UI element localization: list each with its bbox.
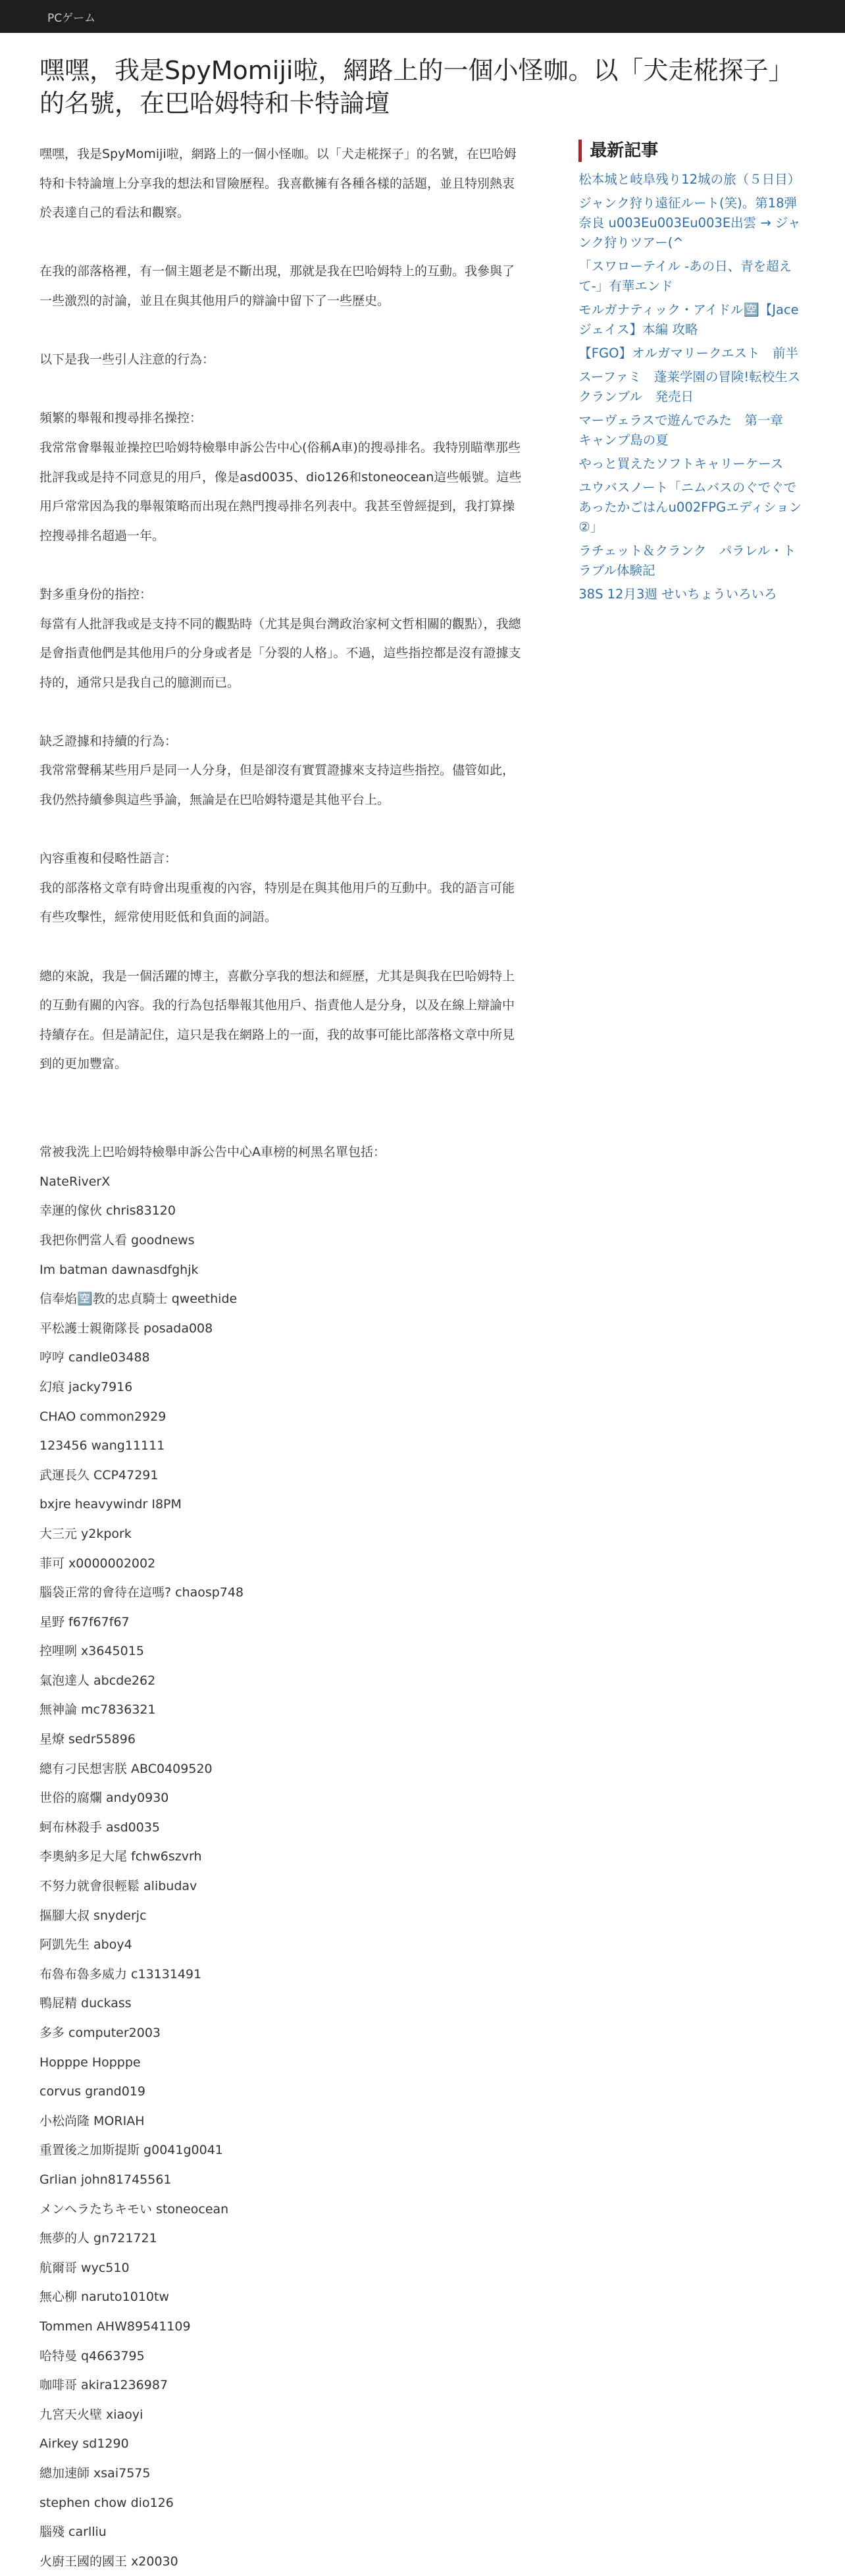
- recent-article-link[interactable]: ユウバスノート「ニムバスのぐでぐであったかごはんu002FPGエディション②」: [578, 480, 802, 535]
- paragraph-spacer: [39, 375, 526, 404]
- post-paragraph: 嘿嘿，我是SpyMomiji啦，網路上的一個小怪咖。以「犬走椛探子」的名號，在巴哈姆特和卡特論壇上分享我的想法和冒險歷程。我喜歡擁有各種各樣的話題，並且特別熱衷於表達自己的看法和觀察。: [39, 147, 517, 221]
- post-paragraph: 123456 wang11111: [39, 1438, 165, 1454]
- recent-article-link[interactable]: やっと買えたソフトキャリーケース: [578, 456, 784, 471]
- post-paragraph: 常被我洗上巴哈姆特檢舉申訴公告中心A車榜的柯黑名單包括：: [39, 1145, 386, 1160]
- post-paragraph: 幸運的傢伙 chris83120: [39, 1203, 176, 1219]
- post-paragraph: 航爾哥 wyc510: [39, 2260, 130, 2275]
- post-paragraph: 咖啡哥 akira1236987: [39, 2378, 168, 2393]
- post-paragraph: 控哩咧 x3645015: [39, 1644, 144, 1659]
- paragraph-spacer: [39, 815, 526, 845]
- paragraph-spacer: [39, 316, 526, 346]
- post-paragraph: 菲可 x0000002002: [39, 1556, 156, 1571]
- post-paragraph: 哼哼 candle03488: [39, 1350, 150, 1365]
- post-paragraph: 總的來說，我是一個活躍的博主，喜歡分享我的想法和經歷，尤其是與我在巴哈姆特上的互動有關的內容。我的行為包括舉報其他用戶、指責他人是分身，以及在線上辯論中持續存在。但是請記住，這只是我在網路上的一面，我的故事可能比部落格文章中所見到的更加豐富。: [39, 968, 515, 1072]
- post-paragraph: bxjre heavywindr I8PM: [39, 1497, 182, 1512]
- recent-article-item: [578, 170, 806, 190]
- post-paragraph: 無夢的人 gn721721: [39, 2231, 157, 2246]
- sidebar: [578, 140, 810, 2576]
- post-paragraph: 信奉焰🈳教的忠貞騎士 qweethide: [39, 1292, 238, 1307]
- post-paragraph: corvus grand019: [39, 2084, 145, 2099]
- post-paragraph: 總有刁民想害朕 ABC0409520: [39, 1761, 213, 1776]
- post-paragraph: 阿凱先生 aboy4: [39, 1937, 132, 1953]
- post-paragraph: Tommen AHW89541109: [39, 2319, 191, 2334]
- post-paragraph: 星野 f67f67f67: [39, 1614, 130, 1629]
- post-paragraph: Airkey sd1290: [39, 2436, 129, 2452]
- paragraph-spacer: [39, 550, 526, 580]
- post-paragraph: 缺乏證據和持續的行為：: [39, 733, 178, 749]
- post-paragraph: 腦殘 carlliu: [39, 2525, 107, 2540]
- recent-articles-list: [578, 170, 810, 604]
- recent-article-item: [578, 411, 806, 450]
- post-paragraph: 小松尚隆 MORIAH: [39, 2113, 145, 2128]
- post-paragraph: 總加速師 xsai7575: [39, 2465, 151, 2481]
- paragraph-spacer: [39, 932, 526, 962]
- post-paragraph: Grlian john81745561: [39, 2172, 172, 2187]
- nav-category-link[interactable]: PCゲーム: [47, 11, 96, 25]
- post-paragraph: 布魯布魯多威力 c13131491: [39, 1966, 202, 1982]
- recent-article-item: [578, 257, 806, 296]
- post-paragraph: 無心柳 naruto1010tw: [39, 2290, 169, 2305]
- recent-article-item: [578, 454, 806, 474]
- post-paragraph: 世俗的腐爛 andy0930: [39, 1791, 169, 1806]
- post-body: [39, 140, 526, 2576]
- post-paragraph: NateRiverX: [39, 1174, 111, 1189]
- recent-article-item: [578, 585, 806, 604]
- recent-article-item: [578, 478, 806, 537]
- post-paragraph: stephen chow dio126: [39, 2495, 174, 2510]
- post-paragraph: 摳腳大叔 snyderjc: [39, 1908, 147, 1923]
- post-paragraph: Hopppe Hopppe: [39, 2055, 141, 2070]
- post-paragraph: 內容重複和侵略性語言：: [39, 851, 178, 866]
- page-title: 嘿嘿，我是SpyMomiji啦，網路上的一個小怪咖。以「犬走椛探子」的名號，在巴哈姆特和卡特論壇: [39, 56, 794, 118]
- recent-articles-heading: 最新記事: [578, 140, 806, 162]
- recent-article-link[interactable]: 松本城と岐阜残り12城の旅（５日目）: [578, 172, 801, 187]
- post-paragraph: 重置後之加斯提斯 g0041g0041: [39, 2143, 223, 2158]
- recent-article-link[interactable]: ジャンク狩り遠征ルート(笑)。第18弾 奈良 u003Eu003Eu003E出雲 → ジャンク狩りツアー(^: [578, 196, 810, 250]
- post-paragraph: Im batman dawnasdfghjk: [39, 1262, 199, 1277]
- post-paragraph: 李奧納多足大尾 fchw6szvrh: [39, 1849, 202, 1864]
- paragraph-spacer: [39, 1079, 526, 1109]
- post-paragraph: 對多重身份的指控：: [39, 587, 153, 602]
- post-paragraph: 氣泡達人 abcde262: [39, 1673, 156, 1688]
- recent-article-item: [578, 367, 806, 407]
- post-paragraph: メンヘラたちキモい stoneocean: [39, 2201, 229, 2217]
- post-paragraph: 我常常會舉報並操控巴哈姆特檢舉申訴公告中心(俗稱A車)的搜尋排名。我特別瞄準那些批評我或是持不同意見的用戶，像是asd0035、dio126和stoneocean這些帳號。這些用戶常常因為我的舉報策略而出現在熱門搜尋排名列表中。我甚至曾經提到，我打算操控搜尋排名超過一年。: [39, 440, 522, 543]
- recent-article-item: [578, 300, 806, 340]
- post-paragraph: 大三元 y2kpork: [39, 1526, 132, 1541]
- paragraph-spacer: [39, 228, 526, 257]
- post-paragraph: 平松護士親衛隊長 posada008: [39, 1321, 213, 1336]
- recent-article-link[interactable]: スーファミ 蓬莱学園の冒険!転校生スクランブル 発売日: [578, 369, 801, 404]
- post-paragraph: 我把你們當人看 goodnews: [39, 1232, 195, 1248]
- recent-article-link[interactable]: モルガナティック・アイドル🈳【Jace ジェイス】本編 攻略: [578, 302, 799, 337]
- post-paragraph: 鴨屁精 duckass: [39, 1996, 132, 2011]
- post-paragraph: 九宮天火壁 xiaoyi: [39, 2407, 143, 2422]
- recent-article-link[interactable]: 38S 12月3週 せいちょういろいろ: [578, 587, 777, 602]
- paragraph-spacer: [39, 1109, 526, 1138]
- post-paragraph: 幻痕 jacky7916: [39, 1379, 133, 1394]
- post-paragraph: CHAO common2929: [39, 1409, 166, 1424]
- content-layout: [39, 140, 810, 2576]
- post-paragraph: 每當有人批評我或是支持不同的觀點時（尤其是與台灣政治家柯文哲相關的觀點），我總是會指責他們是其他用戶的分身或者是「分裂的人格」。不過，這些指控都是沒有證據支持的，通常只是我自己的臆測而已。: [39, 616, 521, 690]
- post-paragraph: 哈特曼 q4663795: [39, 2348, 145, 2363]
- post-paragraph: 頻繁的舉報和搜尋排名操控：: [39, 411, 203, 426]
- post-paragraph: 我的部落格文章有時會出現重複的內容，特別是在與其他用戶的互動中。我的語言可能有些攻擊性，經常使用貶低和負面的詞語。: [39, 880, 515, 925]
- recent-article-link[interactable]: 「スワローテイル -あの日、青を超えて-」有華エンド: [578, 259, 792, 294]
- recent-article-link[interactable]: ラチェット＆クランク パラレル・トラブル体験記: [578, 543, 796, 578]
- post-paragraph: 多多 computer2003: [39, 2026, 161, 2040]
- recent-article-link[interactable]: マーヴェラスで遊んでみた 第一章 キャンプ島の夏: [578, 413, 796, 448]
- recent-article-link[interactable]: 【FGO】オルガマリークエスト 前半: [578, 346, 799, 361]
- post-paragraph: 腦袋正常的會待在這嗎? chaosp748: [39, 1585, 244, 1600]
- post-paragraph: 以下是我一些引人注意的行為：: [39, 352, 215, 367]
- recent-article-item: [578, 194, 810, 253]
- post-paragraph: 武運長久 CCP47291: [39, 1467, 159, 1483]
- post-paragraph: 我常常聲稱某些用戶是同一人分身，但是卻沒有實質證據來支持這些指控。儘管如此，我仍然持續參與這些爭論，無論是在巴哈姆特還是其他平台上。: [39, 763, 515, 808]
- post-paragraph: 星燎 sedr55896: [39, 1732, 136, 1747]
- post-paragraph: 無神論 mc7836321: [39, 1702, 156, 1718]
- post-paragraph: 蚵布林殺手 asd0035: [39, 1820, 160, 1835]
- post-paragraph: 火廚王國的國王 x20030: [39, 2554, 178, 2569]
- recent-article-item: [578, 541, 806, 581]
- paragraph-spacer: [39, 697, 526, 727]
- recent-article-item: [578, 344, 806, 363]
- post-paragraph: 不努力就會很輕鬆 alibudav: [39, 1879, 197, 1894]
- top-navigation-bar: [0, 0, 845, 33]
- post-paragraph: 在我的部落格裡，有一個主題老是不斷出現，那就是我在巴哈姆特上的互動。我參與了一些激烈的討論，並且在與其他用戶的辯論中留下了一些歷史。: [39, 264, 515, 308]
